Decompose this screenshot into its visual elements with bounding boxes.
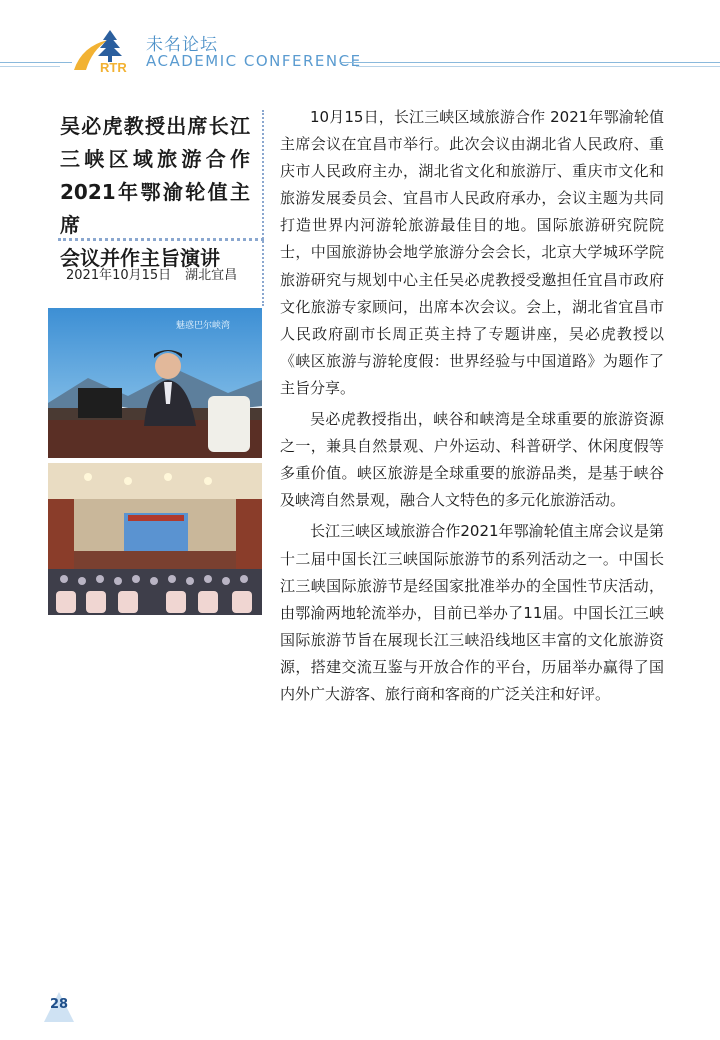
logo-text: RTR xyxy=(100,60,127,74)
title-line: 2021年鄂渝轮值主席 xyxy=(60,180,250,237)
article-dateline xyxy=(66,264,237,283)
header-rule xyxy=(0,62,72,63)
screen-caption: 魅惑巴尔峡湾 xyxy=(176,320,231,330)
header-rule xyxy=(340,62,720,63)
paragraph: 吴必虎教授指出，峡谷和峡湾是全球重要的旅游资源之一，兼具自然景观、户外运动、科普研学、休闲度假等多重价值。峡区旅游是全球重要的旅游品类，是基于峡谷及峡湾自然景观，融合人文特色的多元化旅游活动。 xyxy=(280,410,664,510)
speaker-photo xyxy=(48,308,262,458)
horizontal-dotted-divider xyxy=(58,238,264,241)
paragraph: 长江三峡区域旅游合作2021年鄂渝轮值主席会议是第十二届中国长江三峡国际旅游节的系列活动之一。中国长江三峡国际旅游节是经国家批准举办的全国性节庆活动，由鄂渝两地轮流举办，目前已举办了11届。中国长江三峡国际旅游节旨在展现长江三峡沿线地区丰富的文化旅游资源，搭建交流互鉴与开放合作的平台，历届举办赢得了国内外广大游客、旅行商和客商的广泛关注和好评。 xyxy=(280,522,664,703)
title-line: 吴必虎教授出席长江 xyxy=(60,114,250,138)
title-line: 会议并作主旨演讲 xyxy=(60,246,220,270)
title-line: 三峡区域旅游合作 xyxy=(60,147,250,171)
header-rule xyxy=(0,66,60,67)
paragraph: 10月15日，长江三峡区域旅游合作 2021年鄂渝轮值主席会议在宜昌市举行。此次会议由湖北省人民政府、重庆市人民政府主办，湖北省文化和旅游厅、重庆市文化和旅游发展委员会、宜昌市人民政府承办，会议主题为共同打造世界内河游轮旅游最佳目的地。国际旅游研究院院士，中国旅游协会地学旅游分会会长，北京大学城环学院旅游研究与规划中心主任吴必虎教授受邀担任宜昌市政府文化旅游专家顾问，出席本次会议。会上，湖北省宜昌市人民政府副市长周正英主持了专题讲座，吴必虎教授以《峡区旅游与游轮度假：世界经验与中国道路》为题作了主旨分享。 xyxy=(280,108,664,397)
vertical-dotted-divider xyxy=(262,110,264,306)
brand-name-cn: 未名论坛 xyxy=(146,35,218,55)
rtr-logo xyxy=(72,26,138,74)
article-body xyxy=(280,104,664,712)
brand-name-en: ACADEMIC CONFERENCE xyxy=(146,52,362,70)
article-date: 2021年10月15日 xyxy=(66,268,172,283)
article-location: 湖北宜昌 xyxy=(185,268,238,283)
article-title xyxy=(60,110,250,275)
header-rule xyxy=(356,66,720,67)
conference-hall-photo xyxy=(48,463,262,615)
page-number: 28 xyxy=(49,997,69,1012)
